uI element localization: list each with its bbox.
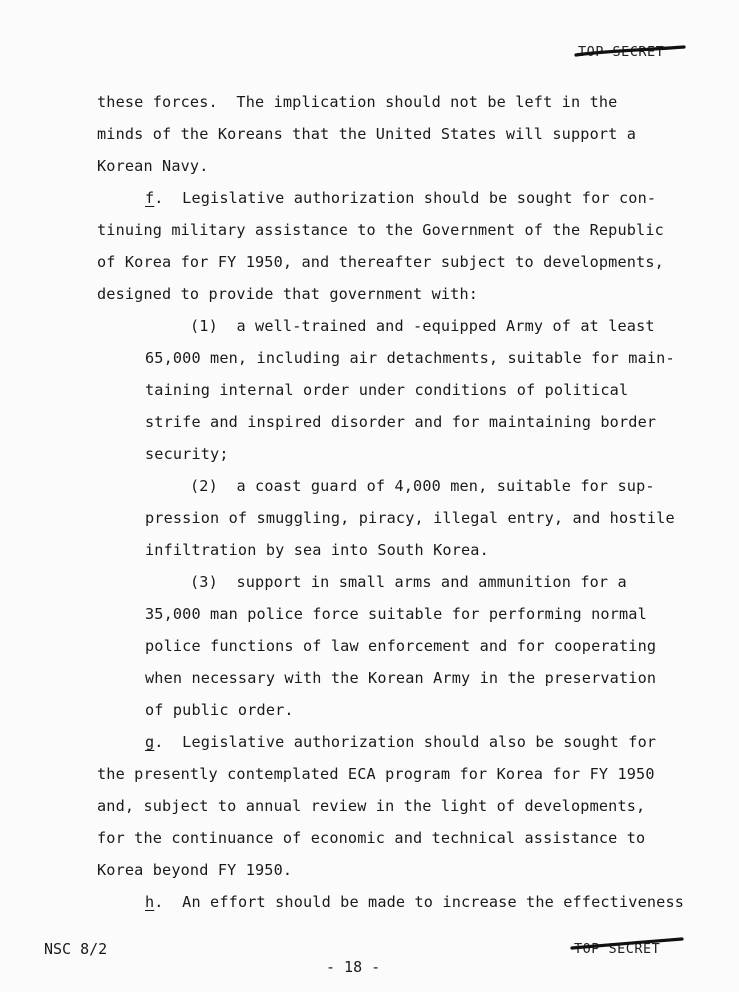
text-line: when necessary with the Korean Army in the preservation: [145, 669, 657, 687]
text-line: Korea beyond FY 1950.: [97, 861, 293, 879]
paragraph-g-first-line: [145, 732, 656, 752]
footer-document-id: NSC 8/2: [44, 940, 108, 958]
paragraph-f-first-line: [145, 188, 656, 208]
text-line: minds of the Koreans that the United States will support a: [97, 125, 637, 143]
text-line: of public order.: [145, 701, 294, 719]
paragraph-g-label: g: [145, 733, 155, 751]
paragraph-h-label: h: [145, 893, 155, 911]
text-line: for the continuance of economic and technical assistance to: [97, 829, 646, 847]
text-line: 35,000 man police force suitable for performing normal: [145, 605, 647, 623]
text-line: infiltration by sea into South Korea.: [145, 541, 489, 559]
footer-page-number: - 18 -: [326, 958, 381, 976]
text-segment: . Legislative authorization should be sought for con-: [154, 189, 657, 207]
text-line: and, subject to annual review in the light of developments,: [97, 797, 646, 815]
text-line: of Korea for FY 1950, and thereafter subject to developments,: [97, 253, 664, 271]
text-line: (3) support in small arms and ammunition for a: [190, 573, 627, 591]
text-line: pression of smuggling, piracy, illegal entry, and hostile: [145, 509, 675, 527]
text-line: (2) a coast guard of 4,000 men, suitable for sup-: [190, 477, 655, 495]
strikethrough-mark: [574, 44, 694, 60]
header-classification-text: TOP SECRET: [578, 44, 665, 60]
text-line: strife and inspired disorder and for maintaining border: [145, 413, 657, 431]
text-line: tinuing military assistance to the Government of the Republic: [97, 221, 664, 239]
header-classification-stamp: [578, 44, 664, 60]
text-line: 65,000 men, including air detachments, suitable for main-: [145, 349, 675, 367]
text-line: Korean Navy.: [97, 157, 209, 175]
paragraph-h-first-line: [145, 892, 684, 912]
text-line: security;: [145, 445, 229, 463]
text-line: the presently contemplated ECA program for Korea for FY 1950: [97, 765, 655, 783]
footer-classification-stamp: [574, 941, 660, 957]
text-line: designed to provide that government with:: [97, 285, 479, 303]
text-segment: . An effort should be made to increase the effectiveness: [154, 893, 685, 911]
footer-classification-text: TOP SECRET: [574, 941, 661, 957]
paragraph-f-label: f: [145, 189, 155, 207]
text-line: taining internal order under conditions of political: [145, 381, 629, 399]
text-segment: . Legislative authorization should also be sought for: [154, 733, 657, 751]
text-line: (1) a well-trained and -equipped Army of at least: [190, 317, 655, 335]
text-line: these forces. The implication should not be left in the: [97, 93, 618, 111]
text-line: police functions of law enforcement and for cooperating: [145, 637, 657, 655]
strikethrough-mark: [570, 937, 690, 953]
